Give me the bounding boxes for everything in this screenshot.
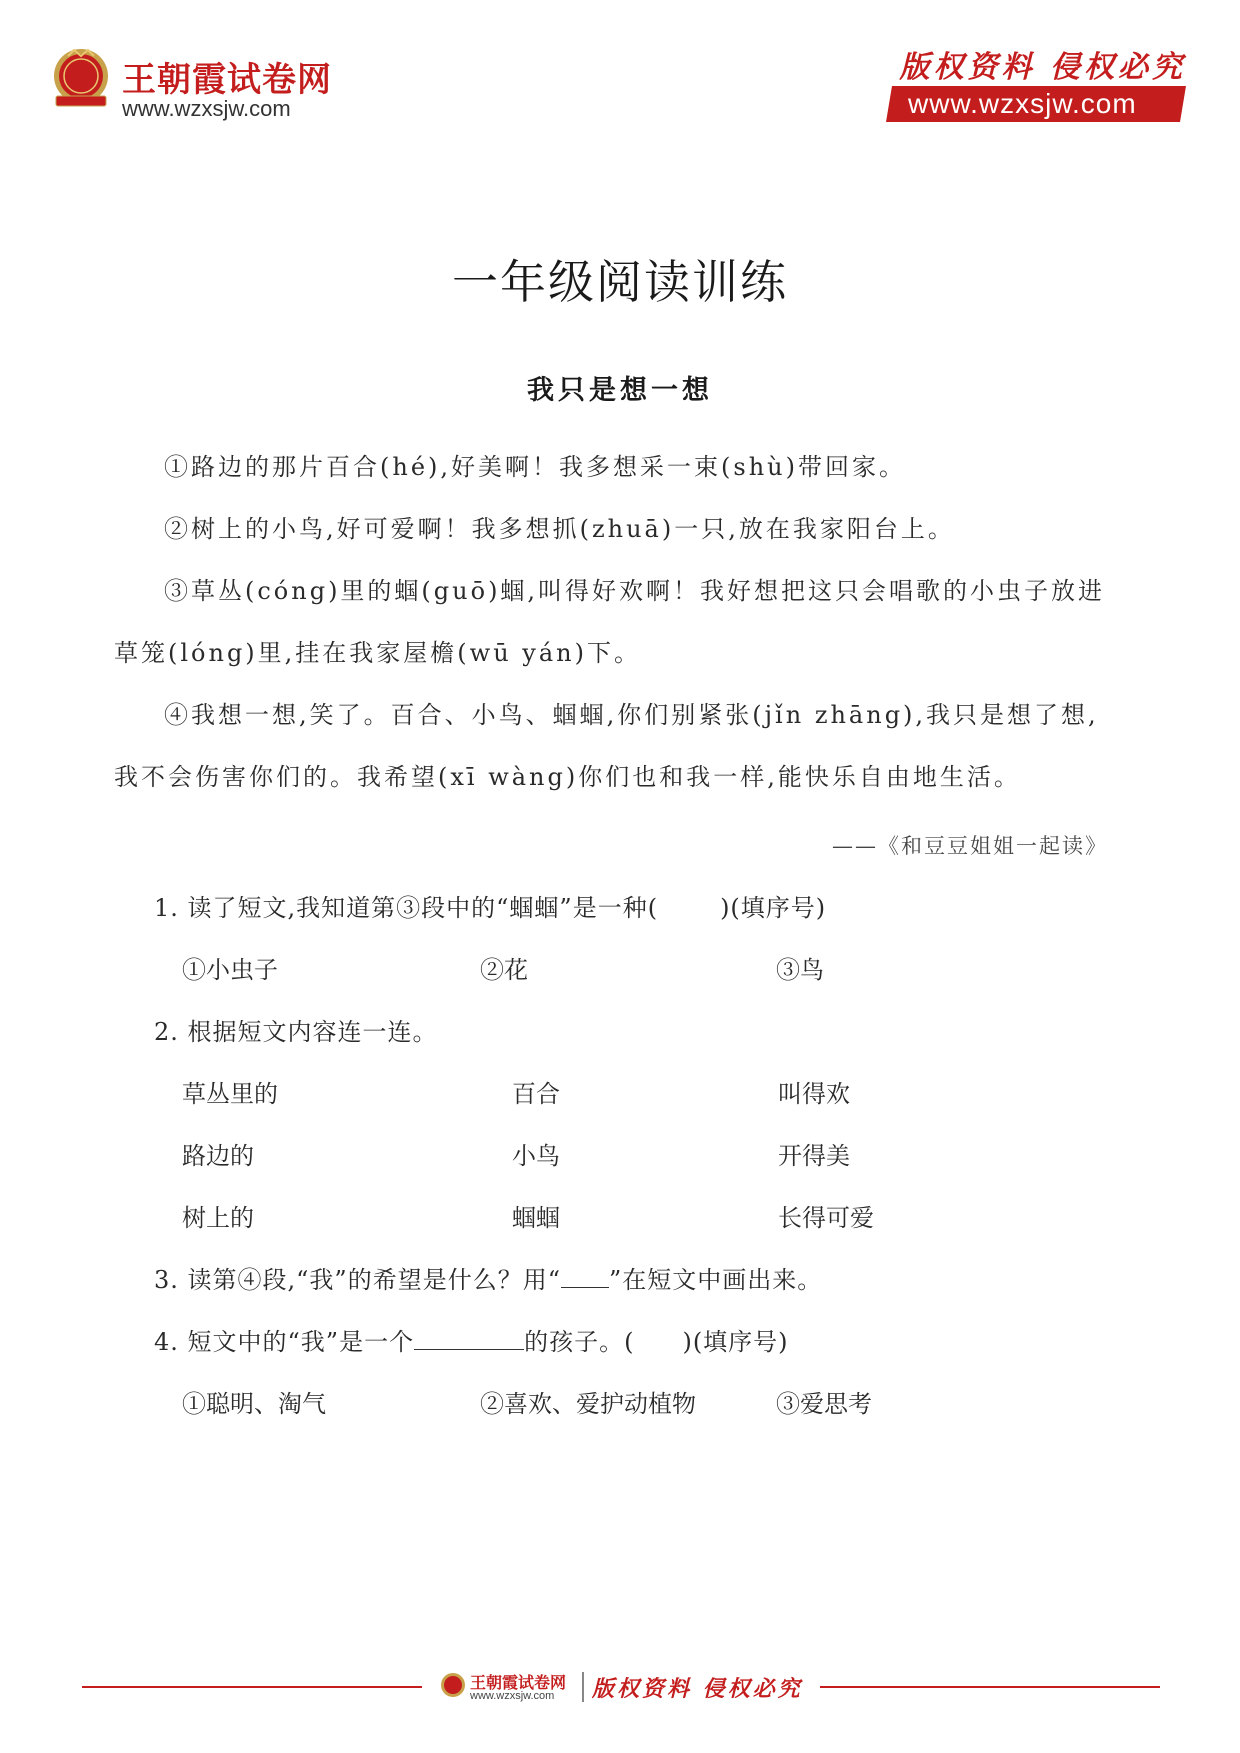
footer-rule-left bbox=[82, 1686, 422, 1688]
match-left-1: 草丛里的 bbox=[182, 1080, 278, 1108]
question-3-suffix: ”在短文中画出来。 bbox=[608, 1266, 823, 1294]
match-mid-1: 百合 bbox=[512, 1080, 560, 1108]
q1-option-2: ②花 bbox=[480, 956, 528, 984]
question-4-middle: 的孩子。( bbox=[524, 1328, 635, 1356]
source-citation: ——《和豆豆姐姐一起读》 bbox=[832, 834, 1108, 858]
story-title: 我只是想一想 bbox=[527, 375, 713, 406]
question-1-suffix: )(填序号) bbox=[720, 894, 827, 922]
footer-logo[interactable] bbox=[440, 1670, 580, 1710]
question-3-prefix: 3. 读第④段,“我”的希望是什么？用“ bbox=[154, 1266, 561, 1294]
underline-sample bbox=[561, 1269, 609, 1288]
footer-seal-icon bbox=[440, 1672, 466, 1698]
footer-logo-url[interactable]: www.wzxsjw.com bbox=[470, 1690, 555, 1702]
question-1 bbox=[154, 888, 826, 923]
logo-name: 王朝霞试卷网 bbox=[122, 60, 332, 100]
match-mid-3: 蝈蝈 bbox=[512, 1204, 560, 1232]
copyright-tagline: 版权资料 侵权必究 bbox=[899, 50, 1186, 85]
paragraph-2: ②树上的小鸟,好可爱啊！我多想抓(zhuā)一只,放在我家阳台上。 bbox=[164, 515, 955, 543]
match-left-2: 路边的 bbox=[182, 1142, 254, 1170]
match-right-3: 长得可爱 bbox=[778, 1204, 874, 1232]
q4-option-3: ③爱思考 bbox=[776, 1390, 872, 1418]
seal-logo-icon bbox=[48, 46, 114, 112]
paragraph-3: ③草丛(cóng)里的蝈(guō)蝈,叫得好欢啊！我好想把这只会唱歌的小虫子放进草笼(lóng)里,挂在我家屋檐(wū yán)下。 bbox=[114, 577, 1106, 667]
paragraph-4: ④我想一想,笑了。百合、小鸟、蝈蝈,你们别紧张(jǐn zhāng),我只是想了想,我不会伤害你们的。我希望(xī wàng)你们也和我一样,能快乐自由地生活。 bbox=[114, 701, 1099, 791]
question-4-prefix: 4. 短文中的“我”是一个 bbox=[154, 1328, 415, 1356]
site-logo[interactable] bbox=[48, 46, 348, 126]
q4-option-1: ①聪明、淘气 bbox=[182, 1390, 326, 1418]
question-2: 2. 根据短文内容连一连。 bbox=[154, 1018, 438, 1046]
footer-tagline: 版权资料 侵权必究 bbox=[592, 1676, 803, 1702]
footer-logo-name: 王朝霞试卷网 bbox=[470, 1673, 567, 1692]
q1-option-1: ①小虫子 bbox=[182, 956, 278, 984]
match-right-2: 开得美 bbox=[778, 1142, 850, 1170]
match-left-3: 树上的 bbox=[182, 1204, 254, 1232]
question-4 bbox=[154, 1322, 789, 1357]
match-right-1: 叫得欢 bbox=[778, 1080, 850, 1108]
paragraph-1: ①路边的那片百合(hé),好美啊！我多想采一束(shù)带回家。 bbox=[164, 453, 906, 481]
footer-rule-right bbox=[820, 1686, 1160, 1688]
question-3 bbox=[154, 1260, 822, 1295]
footer-divider bbox=[582, 1672, 584, 1702]
question-4-suffix: )(填序号) bbox=[682, 1328, 789, 1356]
url-banner-text: www.wzxsjw.com bbox=[908, 88, 1137, 119]
fill-blank-4[interactable] bbox=[414, 1331, 524, 1350]
logo-url[interactable]: www.wzxsjw.com bbox=[122, 96, 291, 121]
q1-option-3: ③鸟 bbox=[776, 956, 824, 984]
q4-option-2: ②喜欢、爱护动植物 bbox=[480, 1390, 696, 1418]
url-banner[interactable] bbox=[886, 86, 1186, 122]
page-title: 一年级阅读训练 bbox=[452, 255, 788, 309]
question-1-prefix: 1. 读了短文,我知道第③段中的“蝈蝈”是一种( bbox=[154, 894, 659, 922]
match-mid-2: 小鸟 bbox=[512, 1142, 560, 1170]
